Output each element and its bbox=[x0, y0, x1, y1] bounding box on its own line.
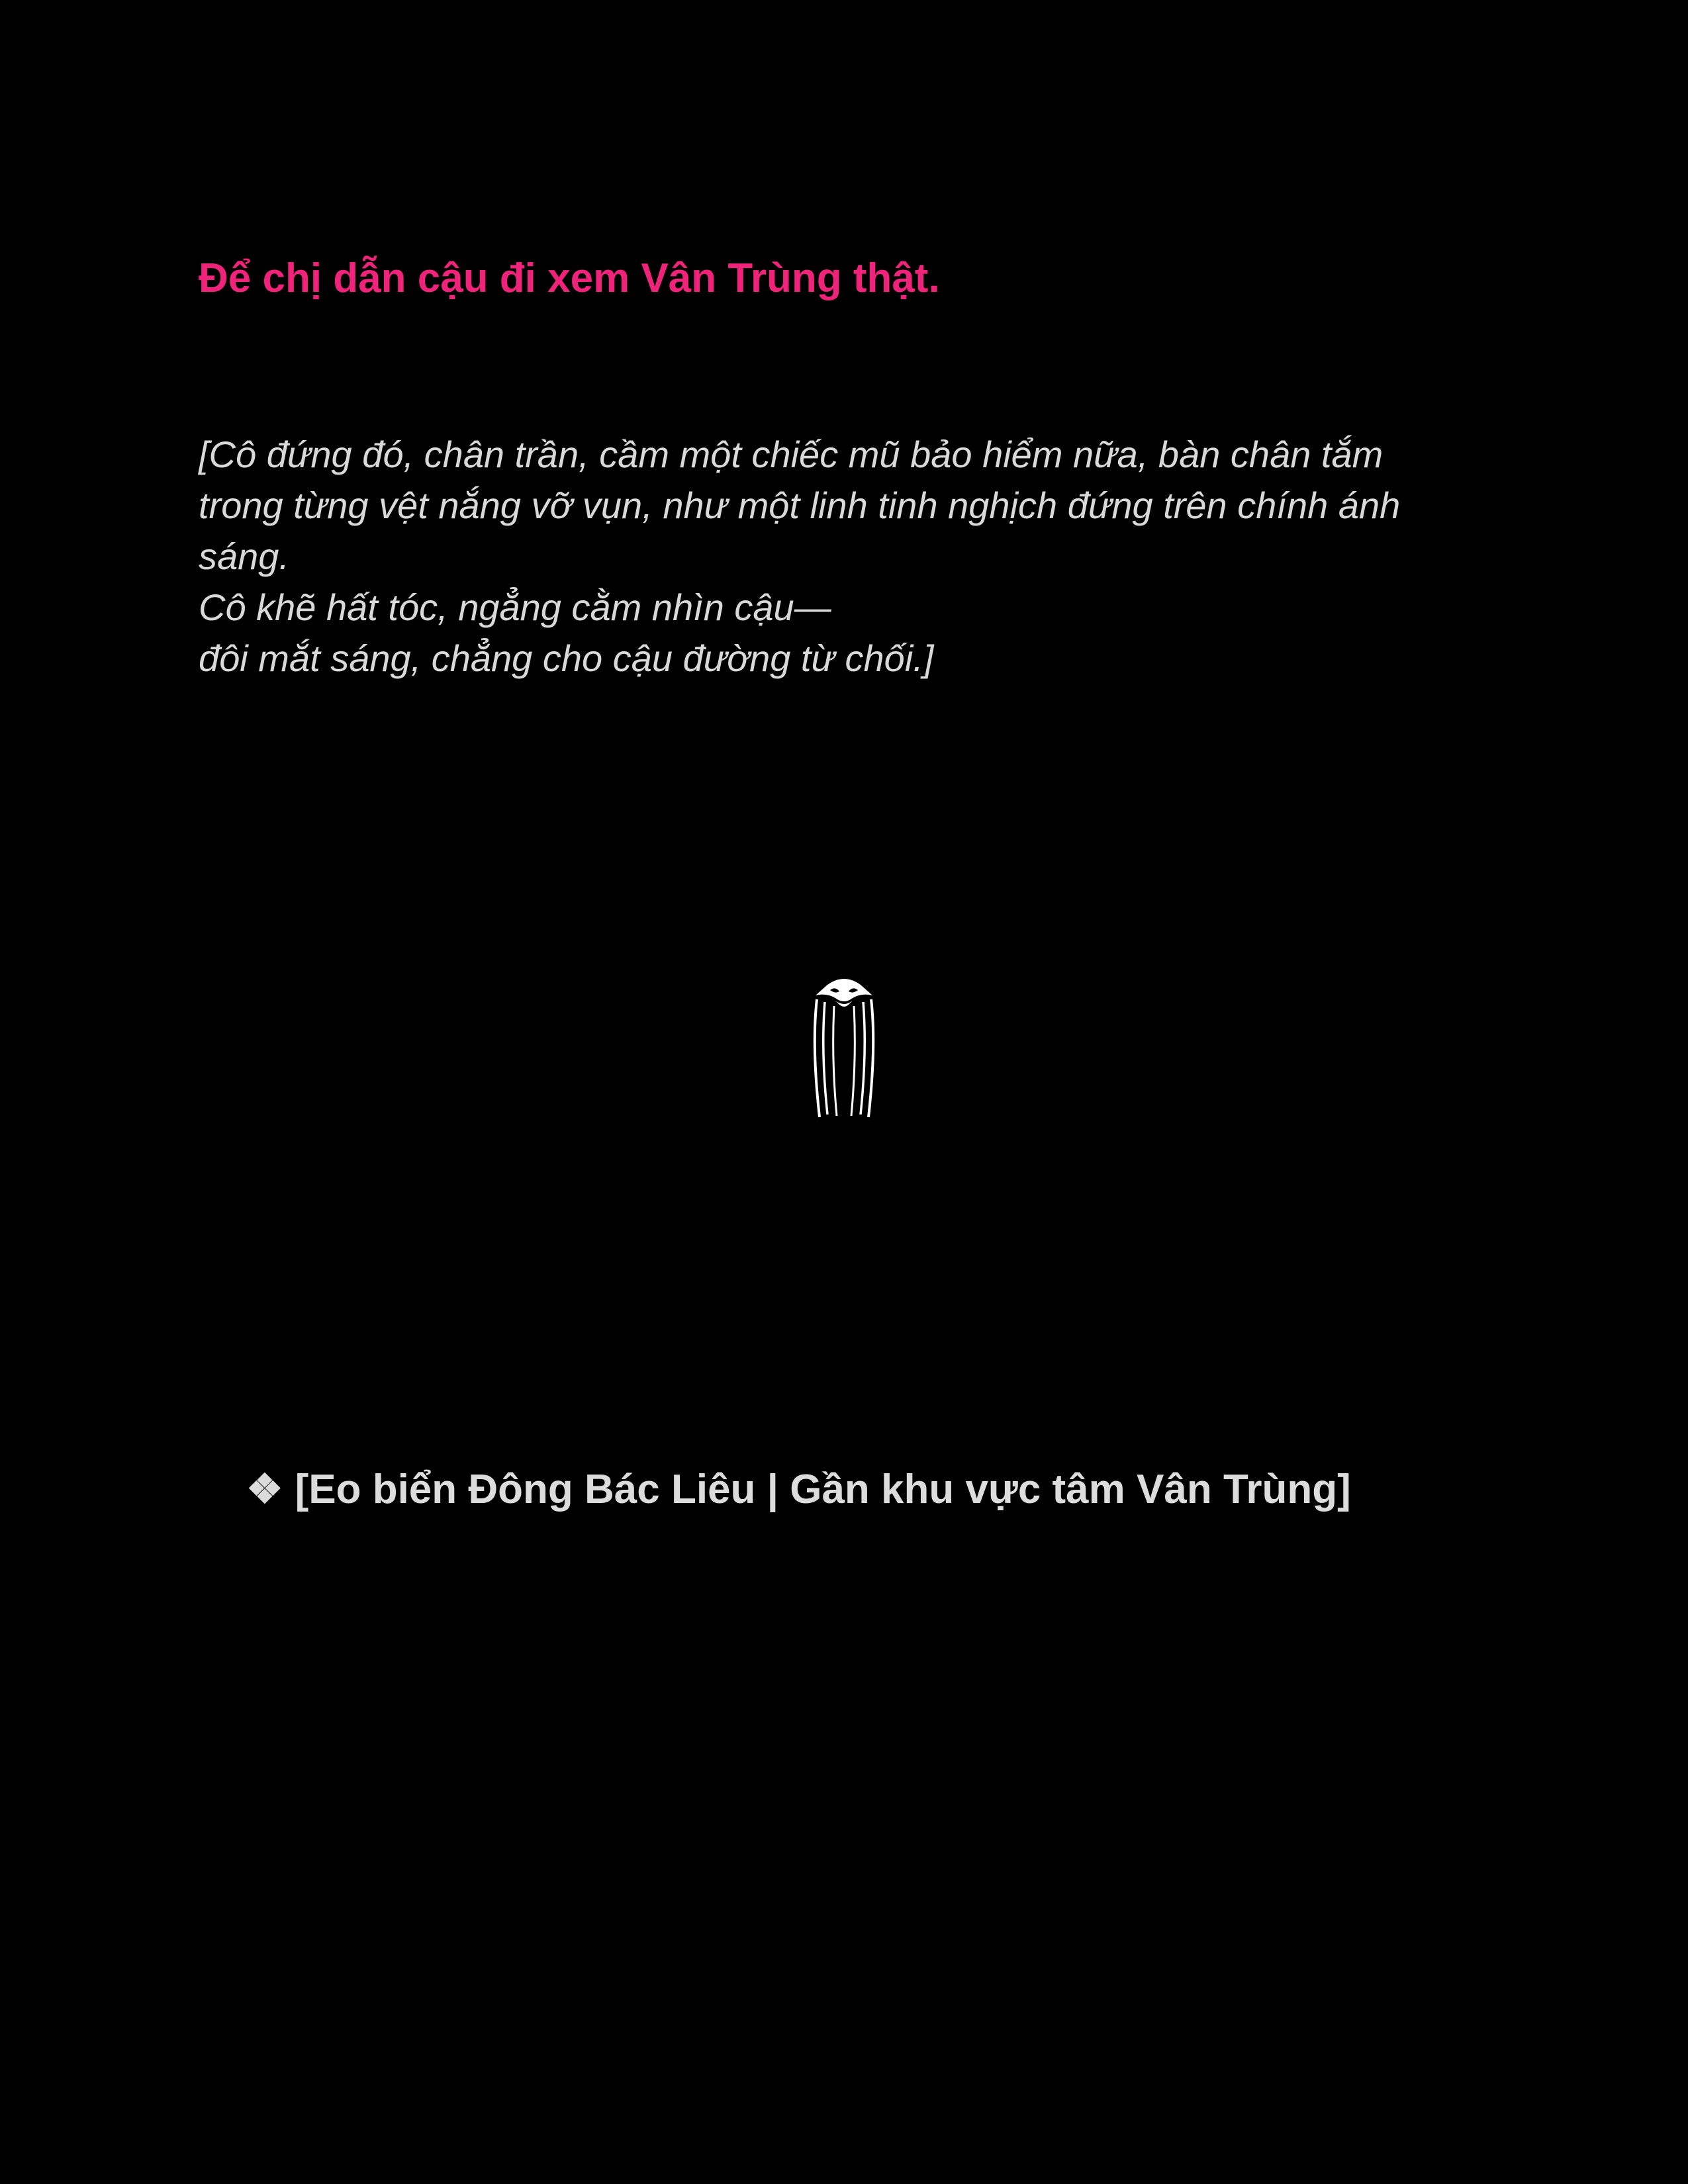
narration-line: sáng. bbox=[199, 535, 289, 577]
narration-line: đôi mắt sáng, chẳng cho cậu đường từ chối.] bbox=[199, 637, 934, 679]
diamond-bullet-icon: ❖ bbox=[246, 1467, 283, 1512]
narration-line: Cô khẽ hất tóc, ngẳng cằm nhìn cậu— bbox=[199, 586, 831, 628]
location-caption bbox=[246, 1465, 1351, 1514]
narration-line: [Cô đứng đó, chân trần, cầm một chiếc mũ bảo hiểm nữa, bàn chân tắm bbox=[199, 433, 1383, 475]
jellyfish-ornament-icon bbox=[801, 966, 887, 1120]
narration-block bbox=[199, 429, 1536, 684]
dialogue-line: Để chị dẫn cậu đi xem Vân Trùng thật. bbox=[199, 255, 940, 301]
narration-line: trong từng vệt nắng vỡ vụn, như một linh tinh nghịch đứng trên chính ánh bbox=[199, 484, 1401, 526]
location-text: [Eo biển Đông Bác Liêu | Gần khu vực tâm Vân Trùng] bbox=[295, 1467, 1351, 1512]
